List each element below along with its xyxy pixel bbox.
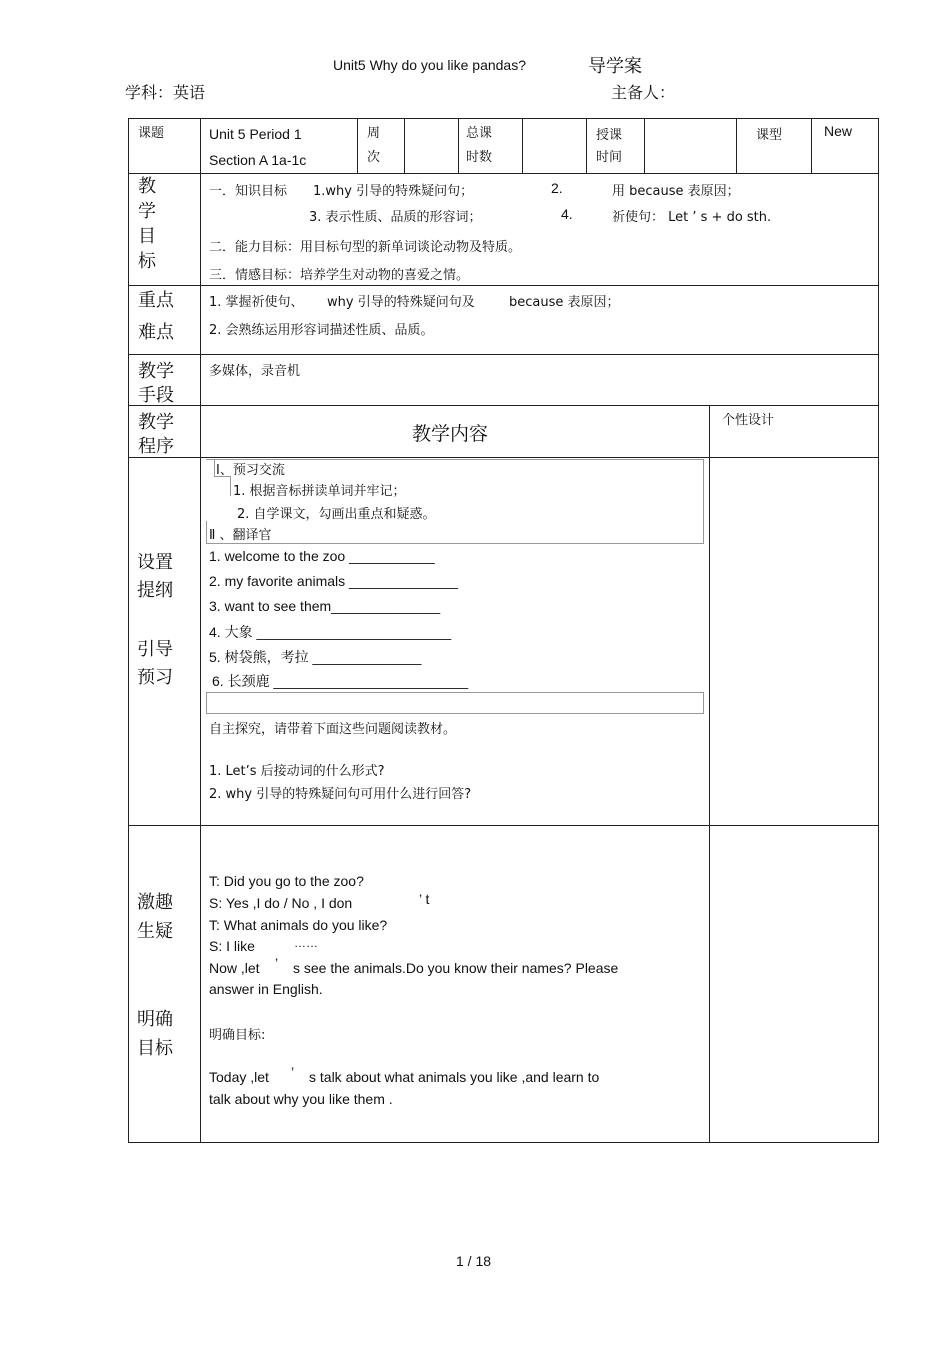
preparer-label: 主备人：: [611, 83, 676, 102]
goal-line-1a: Today ,let: [209, 1069, 269, 1085]
procedure-label-1: 教学: [138, 412, 174, 433]
objectives-label-1: 教: [138, 176, 156, 197]
doc-title-en: Unit5 Why do you like pandas?: [333, 57, 526, 73]
goal-line-2: talk about why you like them .: [209, 1091, 393, 1107]
procedure-label-2: 程序: [138, 436, 174, 457]
means-label-1: 教学: [138, 361, 174, 382]
objective-3: 3. 表示性质、品质的形容词；: [309, 210, 482, 225]
topic-line1: Unit 5 Period 1: [209, 126, 302, 142]
keypoint-1c: because 表原因；: [509, 295, 620, 310]
translate-item-6: 6. 长颈鹿 _________________________: [212, 673, 469, 689]
week-label-1: 周: [367, 126, 381, 141]
content-title: 教学内容: [412, 423, 489, 445]
translate-item-1: 1. welcome to the zoo ___________: [209, 548, 435, 564]
objective-1: 1.why 引导的特殊疑问句；: [313, 184, 474, 199]
preview-label-2: 提纲: [137, 580, 173, 601]
explore-instruction: 自主探究，请带着下面这些问题阅读教材。: [209, 722, 457, 737]
objectives-label-4: 标: [138, 251, 156, 272]
topic-line2: Section A 1a-1c: [209, 152, 307, 168]
dialog-line-5a: Now ,let: [209, 960, 260, 976]
objective-ability: 二．能力目标：用目标句型的新单词谈论动物及特质。: [209, 240, 522, 255]
dialog-line-5c: s see the animals.Do you know their names? Please: [293, 960, 619, 976]
dialog-line-5b: ’: [275, 955, 279, 971]
subject-label: 学科：英语: [125, 83, 206, 102]
doc-title-cn: 导学案: [588, 56, 642, 77]
means-label-2: 手段: [138, 385, 174, 406]
keypoint-1b: why 引导的特殊疑问句及: [327, 295, 475, 310]
preview-exchange-heading: Ⅰ、预习交流: [216, 463, 285, 478]
goal-line-1b: ’: [291, 1064, 295, 1080]
arouse-label-1: 激趣: [137, 892, 173, 913]
objective-2-number: 2.: [551, 180, 563, 196]
translate-item-5: 5. 树袋熊，考拉 ______________: [209, 649, 422, 665]
arouse-label-2: 生疑: [137, 921, 173, 942]
explore-question-1: 1. Let’s 后接动词的什么形式?: [209, 764, 385, 779]
dialog-line-6: answer in English.: [209, 981, 323, 997]
class-time-label-1: 授课: [596, 128, 623, 143]
translate-item-3: 3. want to see them______________: [209, 598, 441, 614]
translate-item-4: 4. 大象 _________________________: [209, 624, 452, 640]
keypoints-label-1: 重点: [138, 290, 174, 311]
objectives-label-3: 目: [138, 226, 156, 247]
dialog-line-4a: S: I like: [209, 938, 255, 954]
dialog-line-1: T: Did you go to the zoo?: [209, 873, 364, 889]
preview-label-1: 设置: [137, 552, 173, 573]
objective-4-number: 4.: [561, 206, 573, 222]
preview-item-2: 2. 自学课文，勾画出重点和疑惑。: [237, 507, 436, 522]
objective-knowledge-label: 一．知识目标: [209, 184, 288, 199]
topic-label: 课题: [138, 126, 165, 141]
keypoint-2: 2. 会熟练运用形容词描述性质、品质。: [209, 323, 434, 338]
keypoint-1a: 1. 掌握祈使句、: [209, 295, 304, 310]
lesson-type-value: New: [824, 123, 853, 139]
means-value: 多媒体，录音机: [209, 364, 301, 379]
dialog-line-2b: ’ t: [419, 891, 430, 907]
dialog-line-3: T: What animals do you like?: [209, 917, 388, 933]
dialog-line-2a: S: Yes ,I do / No , I don: [209, 895, 353, 911]
dialog-line-4b: ……: [294, 936, 318, 950]
total-hours-label-1: 总课: [466, 126, 493, 141]
week-label-2: 次: [367, 150, 381, 165]
objective-emotion: 三．情感目标：培养学生对动物的喜爱之情。: [209, 268, 470, 283]
keypoints-label-2: 难点: [138, 322, 174, 343]
translator-heading: Ⅱ 、翻译官: [209, 528, 272, 543]
goal-line-1c: s talk about what animals you like ,and learn to: [309, 1069, 600, 1085]
arouse-label-3: 明确: [137, 1009, 173, 1030]
preview-item-1: 1. 根据音标拼读单词并牢记；: [233, 484, 406, 499]
lesson-type-label: 课型: [756, 128, 783, 143]
goal-label: 明确目标:: [209, 1028, 266, 1043]
arouse-label-4: 目标: [137, 1038, 173, 1059]
translate-item-2: 2. my favorite animals ______________: [209, 573, 459, 589]
page-number: 1 / 18: [456, 1253, 492, 1269]
total-hours-label-2: 时数: [466, 150, 493, 165]
objective-4: 祈使句： Let ’ s + do sth.: [612, 210, 772, 225]
preview-label-3: 引导: [137, 639, 173, 660]
personal-design-label: 个性设计: [722, 413, 775, 428]
explore-question-2: 2. why 引导的特殊疑问句可用什么进行回答?: [209, 787, 472, 802]
objective-2: 用 because 表原因；: [612, 184, 740, 199]
objectives-label-2: 学: [138, 201, 156, 222]
preview-label-4: 预习: [137, 667, 173, 688]
class-time-label-2: 时间: [596, 150, 623, 165]
